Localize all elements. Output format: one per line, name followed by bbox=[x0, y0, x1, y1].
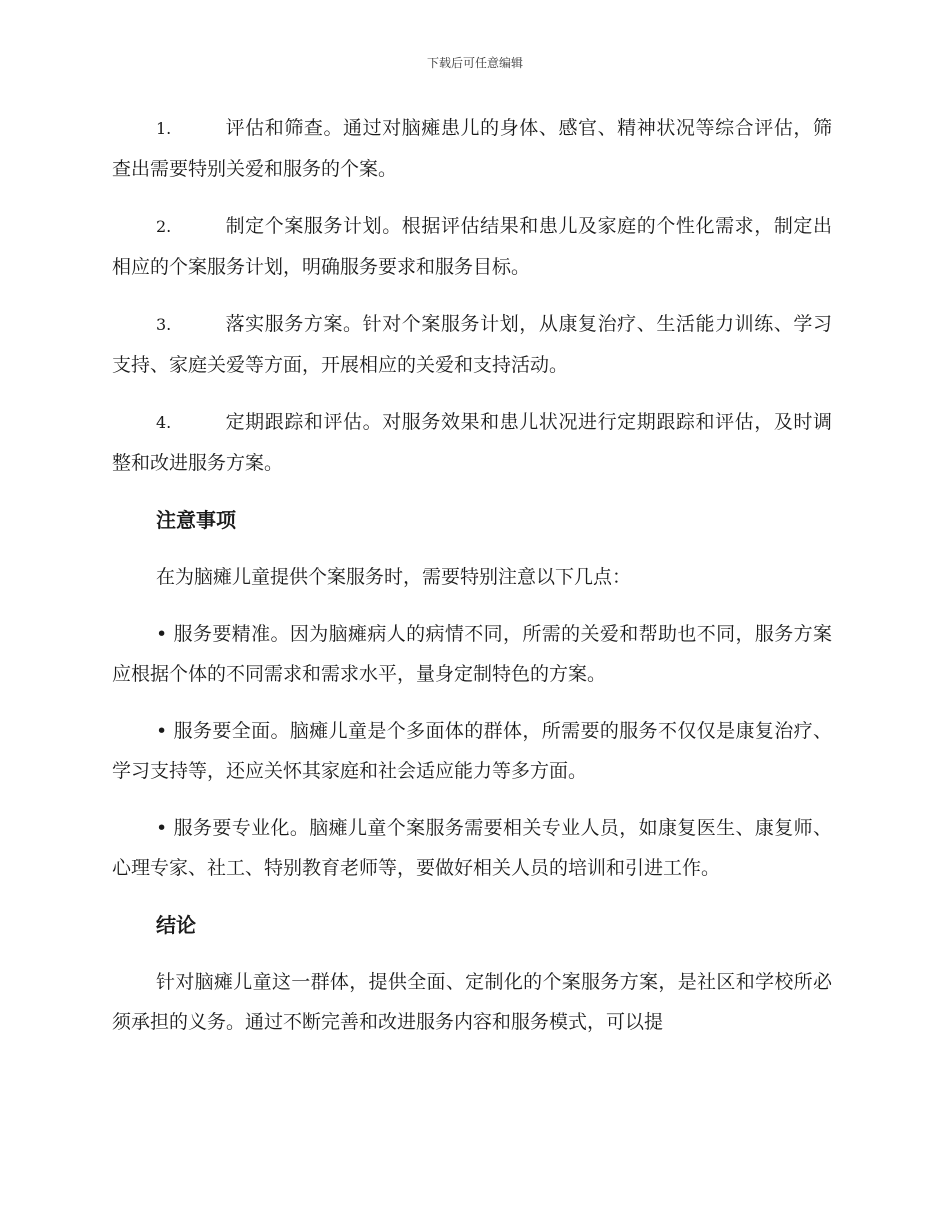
step-item-3 bbox=[112, 304, 832, 385]
step-item-4 bbox=[112, 402, 832, 483]
notes-intro: 在为脑瘫儿童提供个案服务时，需要特别注意以下几点： bbox=[156, 566, 632, 588]
step-text: 定期跟踪和评估。对服务效果和患儿状况进行定期跟踪和评估，及时调整和改进服务方案。 bbox=[112, 411, 832, 474]
step-item-2 bbox=[112, 206, 832, 287]
step-text: 制定个案服务计划。根据评估结果和患儿及家庭的个性化需求，制定出相应的个案服务计划，明确服务要求和服务目标。 bbox=[112, 215, 832, 278]
bullet-item: • 服务要精准。因为脑瘫病人的病情不同，所需的关爱和帮助也不同，服务方案应根据个体的不同需求和需求水平，量身定制特色的方案。 bbox=[112, 623, 832, 685]
step-text: 评估和筛查。通过对脑瘫患儿的身体、感官、精神状况等综合评估，筛查出需要特别关爱和服务的个案。 bbox=[112, 117, 832, 180]
conclusion-text: 针对脑瘫儿童这一群体，提供全面、定制化的个案服务方案，是社区和学校所必须承担的义务。通过不断完善和改进服务内容和服务模式，可以提 bbox=[112, 971, 832, 1033]
bullet-item: • 服务要全面。脑瘫儿童是个多面体的群体，所需要的服务不仅仅是康复治疗、学习支持等，还应关怀其家庭和社会适应能力等多方面。 bbox=[112, 720, 832, 782]
step-number: 3. bbox=[156, 315, 172, 334]
step-number: 2. bbox=[156, 217, 172, 236]
step-item-1 bbox=[112, 108, 832, 189]
bullet-item: • 服务要专业化。脑瘫儿童个案服务需要相关专业人员，如康复医生、康复师、心理专家、社工、特别教育老师等，要做好相关人员的培训和引进工作。 bbox=[112, 817, 832, 879]
step-text: 落实服务方案。针对个案服务计划，从康复治疗、生活能力训练、学习支持、家庭关爱等方面，开展相应的关爱和支持活动。 bbox=[112, 313, 832, 376]
step-number: 4. bbox=[156, 413, 172, 432]
step-number: 1. bbox=[156, 119, 172, 138]
section-heading-conclusion: 结论 bbox=[156, 913, 196, 937]
page-header: 下载后可任意编辑 bbox=[426, 56, 523, 70]
document-body bbox=[112, 108, 832, 1059]
section-heading-notes: 注意事项 bbox=[156, 508, 236, 532]
